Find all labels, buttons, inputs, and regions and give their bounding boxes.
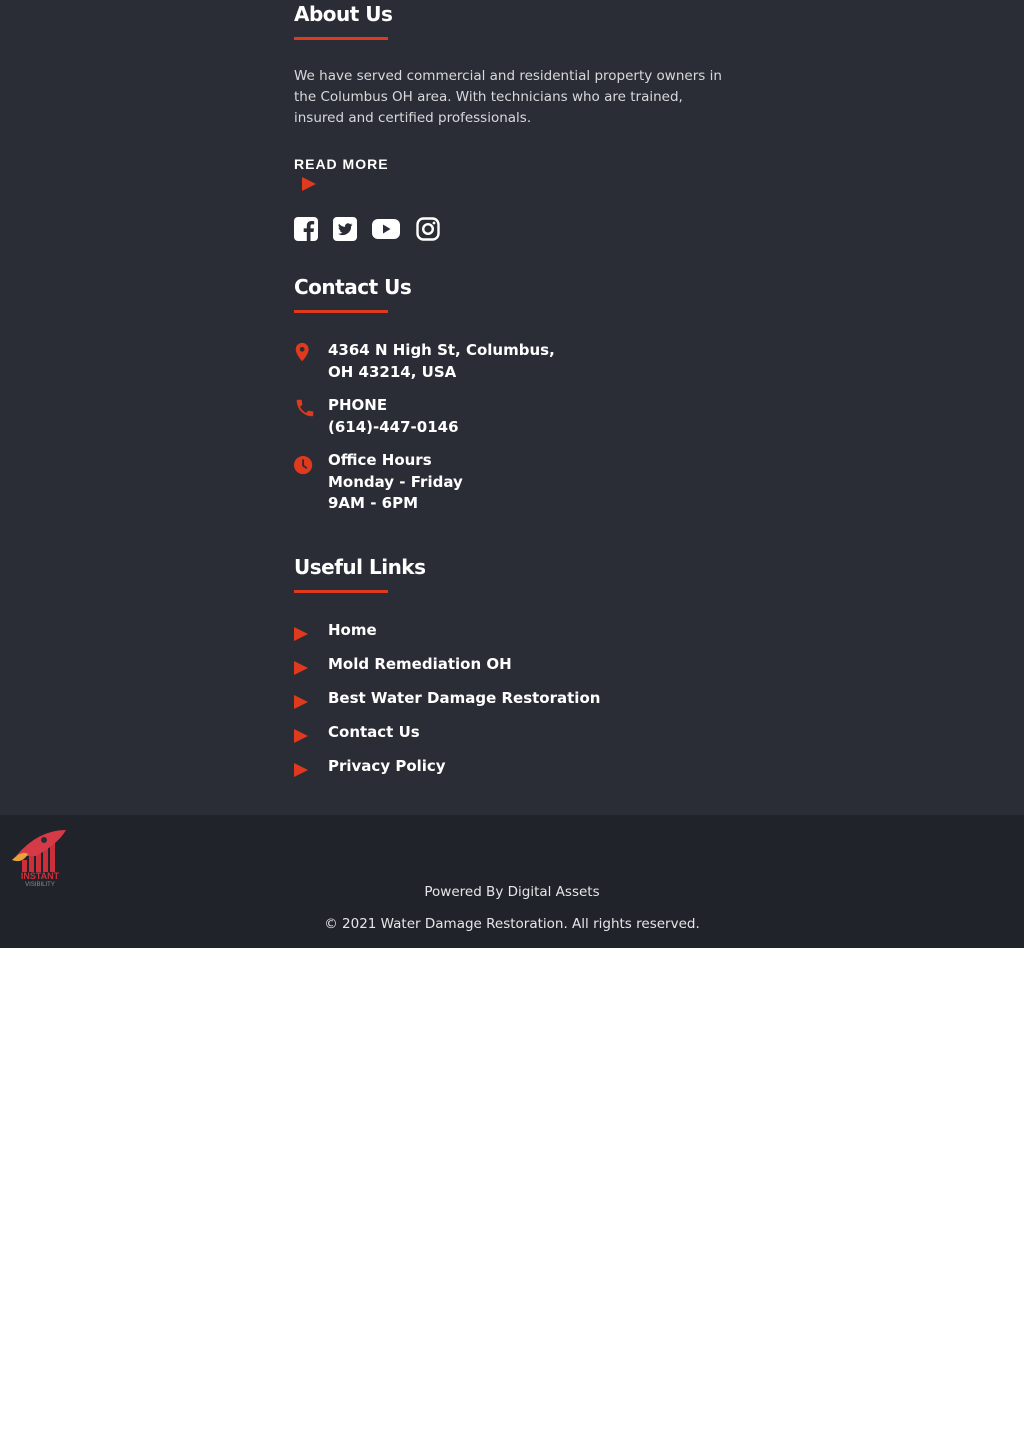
read-more-link[interactable]: READ MORE	[294, 156, 389, 172]
phone-number[interactable]: (614)-447-0146	[328, 417, 459, 436]
link-contact-us[interactable]	[294, 723, 714, 747]
caret-right-icon	[294, 627, 308, 641]
about-underline	[294, 37, 388, 40]
facebook-icon[interactable]	[294, 217, 318, 241]
link-label[interactable]: Home	[328, 621, 377, 639]
about-heading: About Us	[294, 2, 393, 26]
address-item	[294, 340, 694, 384]
link-label[interactable]: Mold Remediation OH	[328, 655, 512, 673]
logo-text-visibility: VISIBILITY	[25, 882, 55, 888]
link-label[interactable]: Best Water Damage Restoration	[328, 689, 601, 707]
youtube-icon[interactable]	[372, 217, 400, 241]
hours-label: Office Hours	[328, 451, 432, 469]
twitter-icon[interactable]	[333, 217, 357, 241]
powered-by-text: Powered By Digital Assets	[424, 884, 600, 900]
caret-right-icon	[294, 661, 308, 675]
link-label[interactable]: Contact Us	[328, 723, 420, 741]
caret-right-icon	[294, 763, 308, 777]
map-pin-icon	[294, 342, 314, 364]
caret-right-icon	[294, 695, 308, 709]
hours-time: 9AM - 6PM	[328, 494, 418, 512]
link-label[interactable]: Privacy Policy	[328, 757, 446, 775]
phone-icon	[294, 397, 316, 419]
copyright-text: © 2021 Water Damage Restoration. All rights reserved.	[324, 916, 700, 932]
links-underline	[294, 590, 388, 593]
link-mold-remediation[interactable]	[294, 655, 714, 679]
phone-item	[294, 395, 694, 439]
instagram-icon[interactable]	[416, 217, 440, 241]
address-line-2: OH 43214, USA	[328, 362, 457, 381]
read-more-arrow-icon[interactable]	[302, 177, 316, 191]
instant-visibility-logo[interactable]	[8, 826, 72, 888]
hours-days: Monday - Friday	[328, 472, 463, 491]
logo-text-instant: INSTANT	[20, 871, 60, 881]
contact-heading: Contact Us	[294, 275, 412, 299]
caret-right-icon	[294, 729, 308, 743]
links-heading: Useful Links	[294, 555, 426, 579]
contact-underline	[294, 310, 388, 313]
link-privacy-policy[interactable]	[294, 757, 714, 781]
about-text: We have served commercial and residential property owners in the Columbus OH area. With technicians who are trained, insured and certified professionals.	[294, 68, 722, 126]
address-line-1: 4364 N High St, Columbus,	[328, 341, 555, 359]
hours-item	[294, 450, 694, 516]
link-water-damage[interactable]	[294, 689, 714, 713]
link-home[interactable]	[294, 621, 714, 645]
clock-icon	[294, 455, 314, 477]
phone-label: PHONE	[328, 396, 388, 414]
